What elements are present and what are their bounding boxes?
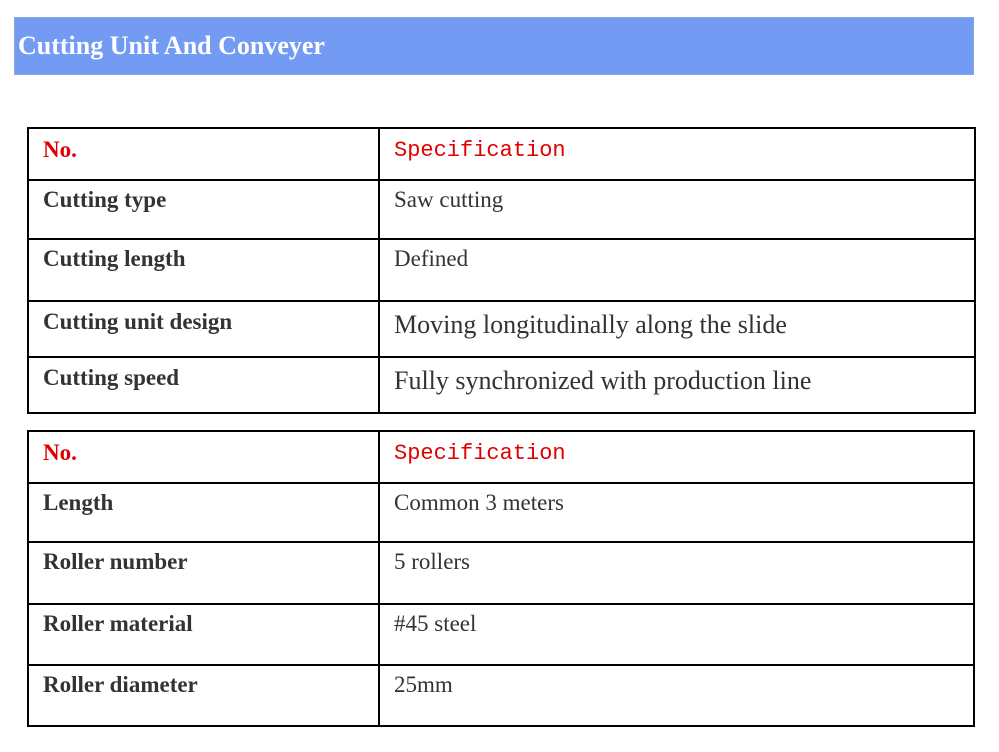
row-label: Cutting length <box>28 239 379 301</box>
row-value: Defined <box>379 239 975 301</box>
table-header-row <box>28 431 974 483</box>
header-cell-no: No. <box>28 128 379 180</box>
header-cell-spec: Specification <box>379 128 975 180</box>
conveyer-spec-table <box>27 430 975 727</box>
row-value: Moving longitudinally along the slide <box>379 301 975 357</box>
cutting-unit-spec-table <box>27 127 976 414</box>
row-value: 5 rollers <box>379 542 974 604</box>
table-header-row <box>28 128 975 180</box>
header-cell-no: No. <box>28 431 379 483</box>
header-cell-spec: Specification <box>379 431 974 483</box>
row-label: Roller diameter <box>28 665 379 726</box>
table-row <box>28 542 974 604</box>
row-value: Common 3 meters <box>379 483 974 542</box>
row-label: Cutting type <box>28 180 379 239</box>
table-row <box>28 301 975 357</box>
table-row <box>28 239 975 301</box>
section-title-bar <box>14 17 974 75</box>
row-label: Roller material <box>28 604 379 665</box>
row-label: Cutting unit design <box>28 301 379 357</box>
row-label: Cutting speed <box>28 357 379 413</box>
table-row <box>28 357 975 413</box>
row-value: Fully synchronized with production line <box>379 357 975 413</box>
row-value: 25mm <box>379 665 974 726</box>
row-label: Roller number <box>28 542 379 604</box>
row-value: Saw cutting <box>379 180 975 239</box>
table-row <box>28 483 974 542</box>
table-row <box>28 665 974 726</box>
row-value: #45 steel <box>379 604 974 665</box>
table-row <box>28 604 974 665</box>
row-label: Length <box>28 483 379 542</box>
section-title: Cutting Unit And Conveyer <box>18 31 325 60</box>
table-row <box>28 180 975 239</box>
